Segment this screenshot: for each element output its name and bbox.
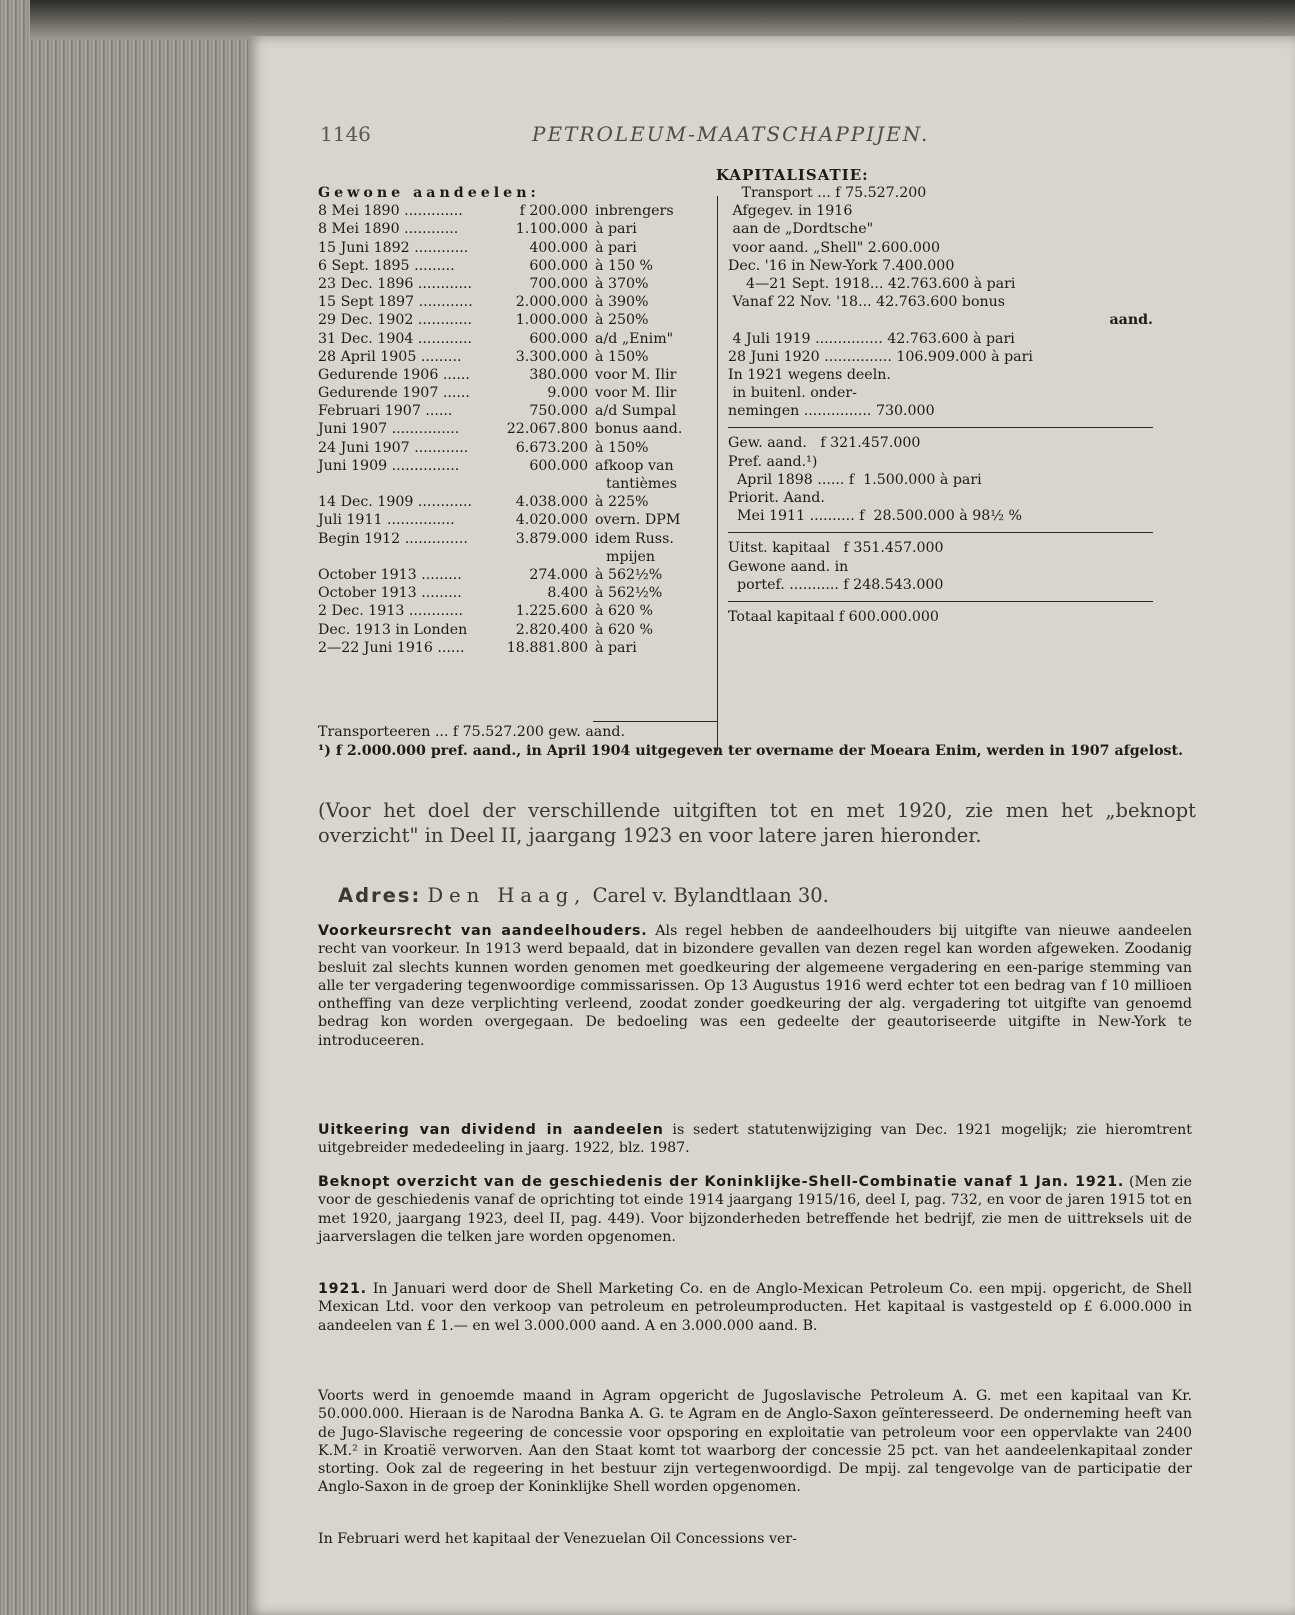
row-suffix: aand. <box>1109 312 1153 329</box>
left-table-row <box>318 384 723 402</box>
row-text: in buitenl. onder- <box>728 385 857 402</box>
row-amount: 274.000 <box>529 566 588 583</box>
right-table-row <box>728 348 1153 366</box>
row-amount: f 200.000 <box>519 203 588 220</box>
right-rule-2 <box>728 532 1153 533</box>
transporteeren-line: Transporteeren ... f 75.527.200 gew. aand. <box>318 724 625 740</box>
right-total-final: Totaal kapitaal f 600.000.000 <box>728 608 939 625</box>
row-date: 2—22 Juni 1916 ...... <box>318 639 465 656</box>
left-heading: Gewone aandeelen: <box>318 185 540 201</box>
right-table-row <box>728 202 1153 220</box>
paragraph-overzicht <box>318 1173 1192 1246</box>
right-table-row <box>728 311 1153 329</box>
left-table-row <box>318 511 723 529</box>
row-amount: 750.000 <box>529 403 588 420</box>
row-date: 15 Sept 1897 ............ <box>318 294 473 311</box>
book-top-edge <box>30 0 1295 40</box>
row-date: 15 Juni 1892 ............ <box>318 239 469 256</box>
right-table-row <box>728 366 1153 384</box>
paragraph-body: is sedert statutenwijziging van Dec. 1921 mogelijk; zie hieromtrent uitgebreider mededeeling in jaarg. 1922, blz. 1987. <box>318 1122 1193 1157</box>
left-table-row <box>318 584 723 602</box>
row-amount: 600.000 <box>529 457 588 474</box>
row-text: aan de „Dordtsche" <box>728 221 874 238</box>
row-note: à pari <box>595 639 637 656</box>
address-label: Adres: <box>338 884 422 907</box>
right-table-row <box>728 239 1153 257</box>
row-amount: 4.020.000 <box>515 512 588 529</box>
right-table-row <box>728 275 1153 293</box>
right-summary-row: Mei 1911 .......... f 28.500.000 à 98½ % <box>728 508 1022 525</box>
row-amount: 22.067.800 <box>506 421 588 438</box>
left-table-row <box>318 602 723 620</box>
row-amount: 6.673.200 <box>515 439 588 456</box>
paragraph-heading: 1921. <box>318 1281 367 1297</box>
left-table-row <box>318 621 723 639</box>
right-total-row: Uitst. kapitaal f 351.457.000 <box>728 540 944 557</box>
row-date: 31 Dec. 1904 ............ <box>318 330 473 347</box>
page-number: 1146 <box>320 122 371 146</box>
row-note: à 620 % <box>595 621 654 638</box>
row-amount: 3.300.000 <box>515 348 588 365</box>
row-note: à 390% <box>595 294 649 311</box>
row-text: 28 Juni 1920 ............... 106.909.000 à pari <box>728 348 1033 365</box>
left-table-row <box>318 202 723 220</box>
row-note: voor M. Ilir <box>595 385 677 402</box>
row-amount: 8.400 <box>547 585 588 602</box>
row-text: 4—21 Sept. 1918... 42.763.600 à pari <box>728 275 1016 292</box>
row-note: overn. DPM <box>595 512 681 529</box>
row-note: inbrengers <box>595 203 674 220</box>
left-table-row <box>318 239 723 257</box>
left-table-row <box>318 330 723 348</box>
row-amount: 1.225.600 <box>515 603 588 620</box>
left-table-row <box>318 457 723 475</box>
running-header <box>320 122 1190 152</box>
transport-rule <box>593 721 718 722</box>
footnote: ¹) f 2.000.000 pref. aand., in April 1904 uitgegeven ter overname der Moeara Enim, werden in 1907 afgelost. <box>318 743 1184 759</box>
row-date: 28 April 1905 ......... <box>318 348 462 365</box>
row-amount: 400.000 <box>529 239 588 256</box>
row-text: voor aand. „Shell" 2.600.000 <box>728 239 940 256</box>
left-table-row <box>318 293 723 311</box>
right-total-row: Gewone aand. in <box>728 558 849 575</box>
right-table-row <box>728 330 1153 348</box>
right-table-row <box>728 293 1153 311</box>
left-table-row <box>318 366 723 384</box>
left-table-row <box>318 402 723 420</box>
right-summary-row: Gew. aand. f 321.457.000 <box>728 435 921 452</box>
right-summary-row: Priorit. Aand. <box>728 490 825 506</box>
paragraph-body: In Januari werd door de Shell Marketing Co. en de Anglo-Mexican Petroleum Co. een mpij. opgericht, de Shell Mexican Ltd. voor den verkoop van petroleum en petroleumproducten. Het kapitaal is vastgesteld op £ 6.000.000 in aandeelen van £ 1.— en wel 3.000.000 aand. A en 3.000.000 aand. B. <box>318 1281 1192 1334</box>
address-city: Den Haag, <box>427 884 587 907</box>
row-date: Juli 1911 ............... <box>318 512 455 529</box>
right-capital-table <box>728 184 1153 626</box>
row-date: 8 Mei 1890 ............. <box>318 203 463 220</box>
row-date: 29 Dec. 1902 ............ <box>318 312 473 329</box>
right-table-row <box>728 384 1153 402</box>
row-date: Gedurende 1906 ...... <box>318 366 470 383</box>
row-note: a/d „Enim" <box>595 330 674 347</box>
left-table-row <box>318 348 723 366</box>
row-text: Transport ... f 75.527.200 <box>728 185 927 201</box>
paragraph-voorkeursrecht <box>318 922 1192 1050</box>
right-rule-3 <box>728 601 1153 602</box>
kapitalisatie-title: KAPITALISATIE: <box>716 166 869 184</box>
row-note: à 562½% <box>595 585 663 602</box>
right-summary-row: April 1898 ...... f 1.500.000 à pari <box>728 471 982 488</box>
row-date: October 1913 ......... <box>318 566 462 583</box>
left-capital-table <box>318 184 723 657</box>
row-note: à 562½% <box>595 566 663 583</box>
row-text: Vanaf 22 Nov. '18... 42.763.600 bonus <box>728 294 1006 311</box>
row-text: Afgegev. in 1916 <box>728 203 853 220</box>
row-text: nemingen ............... 730.000 <box>728 403 935 420</box>
left-table-row <box>318 493 723 511</box>
row-note: à pari <box>595 221 637 238</box>
left-table-row <box>318 530 723 548</box>
row-date: October 1913 ......... <box>318 585 462 602</box>
row-text: Dec. '16 in New-York 7.400.000 <box>728 257 955 274</box>
paragraph-body: Voorts werd in genoemde maand in Agram opgericht de Jugoslavische Petroleum A. G. met een kapitaal van Kr. 50.000.000. Hieraan is de Narodna Banka A. G. te Agram en de Anglo-Saxon geïnteresseerd. De onderneming heeft van de Jugo-Slavische regeering de concessie voor opsporing en exploitatie van petroleum voor een oppervlakte van 2400 K.M.² in Kroatië verworven. Aan den Staat komt tot waarborg der concessie 25 pct. van het aandeelenkapitaal zonder storting. Ook zal de regeering in het bestuur zijn vertegenwoordigd. De mpij. zal tengevolge van de participatie der Anglo-Saxon in de groep der Koninklijke Shell worden opgenomen. <box>318 1388 1192 1496</box>
paragraph-1921 <box>318 1280 1192 1335</box>
row-amount: 4.038.000 <box>515 494 588 511</box>
left-heading-row <box>318 184 723 202</box>
row-date: Juni 1907 ............... <box>318 421 460 438</box>
row-note: à 225% <box>595 494 649 511</box>
row-date: 2 Dec. 1913 ............ <box>318 603 464 620</box>
row-date: Gedurende 1907 ...... <box>318 385 470 402</box>
row-note: idem Russ. <box>595 530 674 547</box>
row-note: à 150% <box>595 439 649 456</box>
paragraph-body: In Februari werd het kapitaal der Venezuelan Oil Concessions ver- <box>318 1531 797 1547</box>
row-amount: 9.000 <box>547 385 588 402</box>
row-date: 24 Juni 1907 ............ <box>318 439 469 456</box>
row-note: à 620 % <box>595 603 654 620</box>
row-note: à pari <box>595 239 637 256</box>
row-date: Juni 1909 ............... <box>318 457 460 474</box>
paragraph-dividend <box>318 1121 1192 1158</box>
row-text: In 1921 wegens deeln. <box>728 366 891 383</box>
row-amount: 2.820.400 <box>515 621 588 638</box>
address-street: Carel v. Bylandtlaan 30. <box>592 884 829 907</box>
right-table-row <box>728 220 1153 238</box>
row-note: tantièmes <box>606 476 678 492</box>
row-amount: 600.000 <box>529 257 588 274</box>
row-note: à 150% <box>595 348 649 365</box>
right-rule-1 <box>728 427 1153 428</box>
left-table-row <box>318 257 723 275</box>
paragraph-heading: Uitkeering van dividend in aandeelen <box>318 1122 664 1138</box>
row-date: Februari 1907 ...... <box>318 403 453 420</box>
book-page <box>248 36 1295 1615</box>
row-amount: 3.879.000 <box>515 530 588 547</box>
paragraph-heading: Beknopt overzicht van de geschiedenis der Koninklijke-Shell-Combinatie vanaf 1 Jan. 1921. <box>318 1174 1125 1190</box>
left-table-row <box>318 548 723 566</box>
paragraph-jugoslavische <box>318 1387 1192 1497</box>
big-paragraph: (Voor het doel der verschillende uitgiften tot en met 1920, zie men het „beknopt overzicht" in Deel II, jaargang 1923 en voor latere jaren hieronder. <box>318 799 1196 847</box>
paragraph-februari <box>318 1530 1192 1548</box>
row-note: à 370% <box>595 275 649 292</box>
row-date: 6 Sept. 1895 ......... <box>318 257 455 274</box>
row-note: a/d Sumpal <box>595 403 677 420</box>
right-table-row <box>728 402 1153 420</box>
row-text: 4 Juli 1919 ............... 42.763.600 à pari <box>728 330 1015 347</box>
row-amount: 2.000.000 <box>515 294 588 311</box>
left-table-row <box>318 275 723 293</box>
row-date: 8 Mei 1890 ............ <box>318 221 459 238</box>
left-table-row <box>318 439 723 457</box>
row-note: voor M. Ilir <box>595 366 677 383</box>
left-table-row <box>318 566 723 584</box>
right-total-row: portef. ........... f 248.543.000 <box>728 576 944 593</box>
row-note: bonus aand. <box>595 421 683 438</box>
column-divider <box>717 196 718 751</box>
left-table-row <box>318 311 723 329</box>
left-table-row <box>318 420 723 438</box>
row-date: Begin 1912 .............. <box>318 530 468 547</box>
book-page-edges <box>0 0 260 1615</box>
address-line <box>338 884 829 907</box>
row-amount: 1.100.000 <box>515 221 588 238</box>
row-amount: 700.000 <box>529 275 588 292</box>
paragraph-body: (Men zie voor de geschiedenis vanaf de oprichting tot einde 1914 jaargang 1915/16, deel I, pag. 732, en voor de jaren 1915 tot en met 1920, jaargang 1923, deel II, pag. 449). Voor bijzonderheden betreffende het bedrijf, zie men de uittreksels uit de jaarverslagen die telken jare worden opgenomen. <box>318 1174 1192 1245</box>
row-note: mpijen <box>606 548 656 565</box>
row-date: Dec. 1913 in Londen <box>318 621 468 638</box>
left-table-row <box>318 639 723 657</box>
row-note: à 250% <box>595 312 649 329</box>
row-date: 14 Dec. 1909 ............ <box>318 494 473 511</box>
page-title: PETROLEUM-MAATSCHAPPIJEN. <box>532 122 930 146</box>
left-table-row <box>318 475 723 493</box>
paragraph-heading: Voorkeursrecht van aandeelhouders. <box>318 923 648 939</box>
row-date: 23 Dec. 1896 ............ <box>318 275 473 292</box>
row-note: à 150 % <box>595 257 654 274</box>
paragraph-body: Als regel hebben de aandeelhouders bij uitgifte van nieuwe aandeelen recht van voorkeur. In 1913 werd bepaald, dat in bizondere gevallen van dezen regel kan worden afgeweken. Zoodanig besluit zal slechts kunnen worden genomen met goedkeuring der algemeene vergadering en een-parige stemming van alle ter vergadering tegenwoordige commissarissen. Op 13 Augustus 1916 werd echter tot een bedrag van f 10 millioen ontheffing van deze verplichting verleend, zoodat zonder goedkeuring der alg. vergadering tot uitgifte van genoemd bedrag kon worden overgegaan. De bedoeling was een gedeelte der geautoriseerde uitgifte in New-York te introduceeren. <box>318 923 1192 1049</box>
right-summary-row: Pref. aand.¹) <box>728 453 818 470</box>
row-amount: 18.881.800 <box>506 639 588 656</box>
right-table-row <box>728 184 1153 202</box>
row-amount: 380.000 <box>529 366 588 383</box>
right-table-row <box>728 257 1153 275</box>
left-table-row <box>318 220 723 238</box>
row-amount: 600.000 <box>529 330 588 347</box>
row-amount: 1.000.000 <box>515 312 588 329</box>
row-note: afkoop van <box>595 457 674 474</box>
